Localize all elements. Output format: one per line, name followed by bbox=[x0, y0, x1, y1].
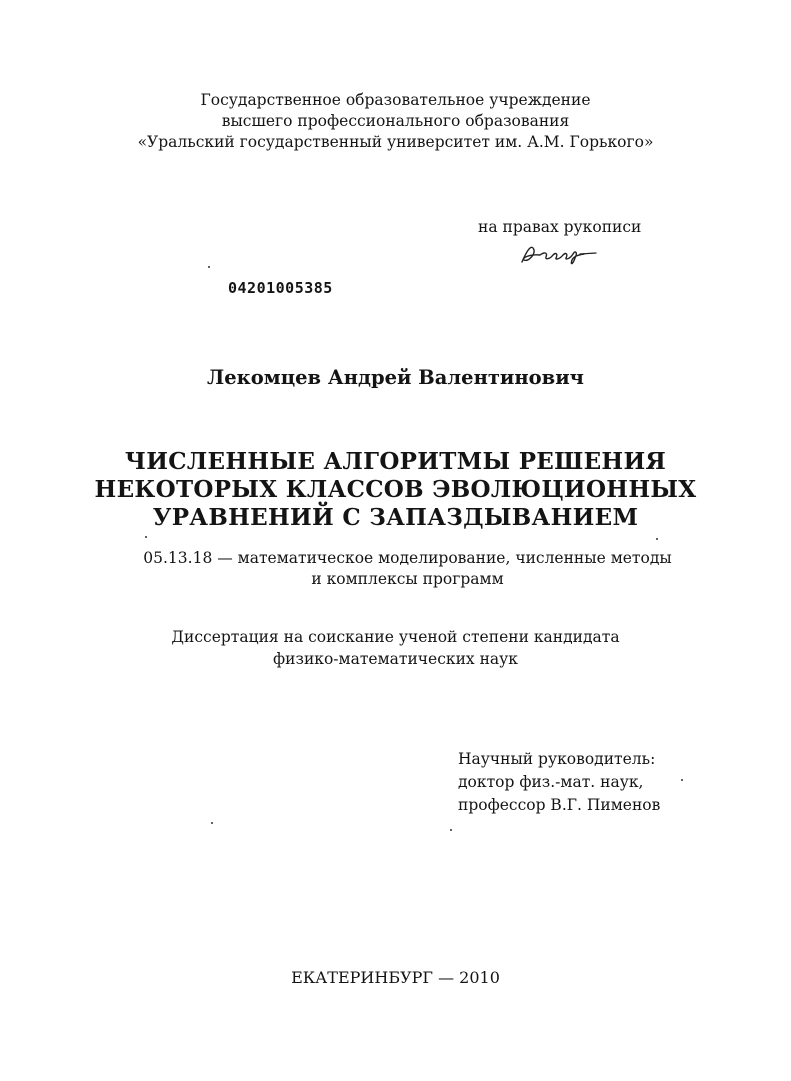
author-name: Лекомцев Андрей Валентинович bbox=[207, 366, 584, 389]
institution-line-2: высшего профессионального образования bbox=[221, 112, 570, 130]
scan-speck bbox=[208, 266, 210, 268]
degree-line-1: Диссертация на соискание ученой степени кандидата bbox=[171, 628, 620, 646]
city-year: ЕКАТЕРИНБУРГ — 2010 bbox=[291, 968, 500, 987]
degree-block bbox=[0, 626, 791, 670]
title-line-1: ЧИСЛЕННЫЕ АЛГОРИТМЫ РЕШЕНИЯ bbox=[124, 448, 667, 475]
specialty-line-2: и комплексы программ bbox=[311, 570, 504, 588]
scan-speck bbox=[145, 536, 147, 538]
degree-line-2: физико-математических наук bbox=[273, 650, 518, 668]
handwritten-signature-icon bbox=[518, 242, 598, 268]
institution-block bbox=[0, 90, 791, 153]
advisor-label: Научный руководитель: bbox=[458, 750, 656, 768]
scan-speck bbox=[450, 829, 452, 831]
institution-line-1: Государственное образовательное учреждение bbox=[200, 91, 591, 109]
title-line-3: УРАВНЕНИЙ С ЗАПАЗДЫВАНИЕМ bbox=[152, 504, 639, 531]
scan-speck bbox=[656, 538, 658, 540]
title-line-2: НЕКОТОРЫХ КЛАССОВ ЭВОЛЮЦИОННЫХ bbox=[94, 476, 697, 503]
manuscript-note: на правах рукописи bbox=[478, 218, 642, 236]
dissertation-title bbox=[0, 448, 791, 532]
advisor-block bbox=[458, 748, 660, 817]
specialty-block bbox=[0, 548, 791, 590]
scan-speck bbox=[211, 822, 213, 824]
advisor-degree: доктор физ.-мат. наук, bbox=[458, 773, 644, 791]
catalog-code: 04201005385 bbox=[228, 279, 333, 297]
institution-line-3: «Уральский государственный университет им. А.М. Горького» bbox=[137, 133, 654, 151]
advisor-name: профессор В.Г. Пименов bbox=[458, 796, 661, 814]
specialty-line-1: 05.13.18 — математическое моделирование, численные методы bbox=[143, 549, 672, 567]
scan-speck bbox=[681, 779, 683, 781]
